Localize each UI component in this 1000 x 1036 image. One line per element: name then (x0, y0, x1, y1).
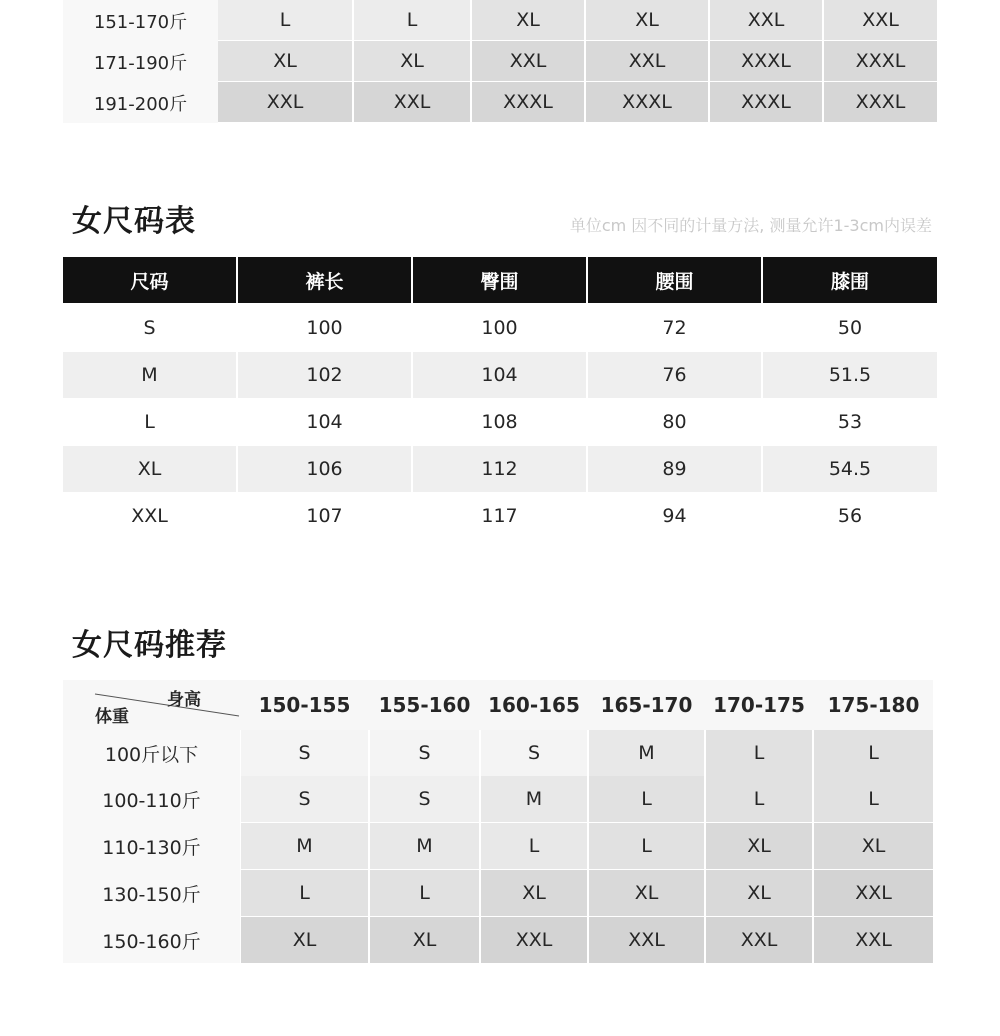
size-cell: XXL (354, 82, 470, 122)
recommend-cell: L (370, 870, 479, 916)
height-header: 170-175 (713, 693, 805, 717)
size-cell: XXXL (710, 41, 822, 81)
recommend-cell: M (481, 776, 587, 822)
height-header: 150-155 (258, 693, 351, 717)
size-cell: XL (218, 41, 352, 81)
size-cell: XL (354, 41, 470, 81)
recommend-cell: L (814, 730, 933, 776)
recommend-cell: L (706, 730, 812, 776)
weight-label: 150-160斤 (102, 930, 201, 953)
recommend-cell: L (814, 776, 933, 822)
table-cell: L (63, 399, 236, 445)
size-cell: XXXL (824, 41, 937, 81)
recommend-cell: XXL (481, 917, 587, 963)
corner-height-label: 身高 (167, 690, 201, 710)
table-cell: 94 (588, 493, 761, 539)
table-cell: 107 (238, 493, 411, 539)
height-header: 155-160 (378, 693, 471, 717)
table-cell: 104 (238, 399, 411, 445)
recommend-cell: XL (814, 823, 933, 869)
size-chart-title: 女尺码表 (72, 204, 196, 239)
height-header: 160-165 (488, 693, 580, 717)
height-header: 175-180 (827, 693, 920, 717)
table-cell: 100 (413, 305, 586, 351)
recommend-cell: L (589, 776, 704, 822)
column-header: 裤长 (238, 257, 411, 303)
size-cell: XL (472, 0, 584, 40)
weight-label: 110-130斤 (102, 836, 201, 859)
table-cell: 50 (763, 305, 937, 351)
table-cell: XL (63, 446, 236, 492)
weight-label: 130-150斤 (102, 883, 201, 906)
size-cell: XXL (586, 41, 708, 81)
size-cell: XXL (710, 0, 822, 40)
recommend-title: 女尺码推荐 (72, 628, 227, 663)
table-cell: M (63, 352, 236, 398)
recommend-cell: L (589, 823, 704, 869)
size-cell: L (354, 0, 470, 40)
recommend-cell: M (370, 823, 479, 869)
row-label: 171-190斤 (93, 52, 188, 74)
recommend-cell: S (241, 776, 368, 822)
recommend-cell: XL (370, 917, 479, 963)
table-cell: 117 (413, 493, 586, 539)
size-cell: XXL (218, 82, 352, 122)
recommend-cell: M (241, 823, 368, 869)
table-cell: 76 (588, 352, 761, 398)
size-cell: L (218, 0, 352, 40)
table-cell: 104 (413, 352, 586, 398)
recommend-cell: XXL (814, 917, 933, 963)
recommend-cell: XXL (706, 917, 812, 963)
table-cell: 54.5 (763, 446, 937, 492)
size-cell: XXXL (824, 82, 937, 122)
size-cell: XXXL (586, 82, 708, 122)
recommend-cell: S (370, 776, 479, 822)
table-cell: 89 (588, 446, 761, 492)
height-header: 165-170 (600, 693, 693, 717)
recommend-cell: XL (706, 823, 812, 869)
corner-header (63, 680, 240, 730)
size-cell: XL (586, 0, 708, 40)
recommend-cell: S (370, 730, 479, 776)
recommend-cell: L (706, 776, 812, 822)
table-cell: 80 (588, 399, 761, 445)
size-cell: XXL (472, 41, 584, 81)
recommend-cell: XL (589, 870, 704, 916)
recommend-cell: L (481, 823, 587, 869)
recommend-cell: S (241, 730, 368, 776)
weight-label: 100斤以下 (104, 743, 199, 766)
row-label: 151-170斤 (93, 11, 188, 33)
table-cell: 108 (413, 399, 586, 445)
row-label: 191-200斤 (93, 93, 188, 115)
recommend-cell: XXL (589, 917, 704, 963)
size-cell: XXL (824, 0, 937, 40)
column-header: 尺码 (63, 257, 236, 303)
recommend-cell: L (241, 870, 368, 916)
measurement-note: 单位cm 因不同的计量方法, 测量允许1-3cm内误差 (569, 216, 932, 235)
table-cell: 100 (238, 305, 411, 351)
table-cell: 106 (238, 446, 411, 492)
table-cell: 53 (763, 399, 937, 445)
recommend-cell: S (481, 730, 587, 776)
recommend-cell: XL (241, 917, 368, 963)
weight-label: 100-110斤 (102, 789, 201, 812)
corner-weight-label: 体重 (95, 707, 129, 727)
column-header: 腰围 (588, 257, 761, 303)
table-cell: 102 (238, 352, 411, 398)
size-cell: XXXL (710, 82, 822, 122)
table-cell: S (63, 305, 236, 351)
table-cell: 51.5 (763, 352, 937, 398)
column-header: 膝围 (763, 257, 937, 303)
table-cell: 56 (763, 493, 937, 539)
table-cell: 112 (413, 446, 586, 492)
recommend-cell: XL (481, 870, 587, 916)
column-header: 臀围 (413, 257, 586, 303)
recommend-cell: M (589, 730, 704, 776)
size-cell: XXXL (472, 82, 584, 122)
table-cell: XXL (63, 493, 236, 539)
recommend-cell: XL (706, 870, 812, 916)
recommend-cell: XXL (814, 870, 933, 916)
table-cell: 72 (588, 305, 761, 351)
